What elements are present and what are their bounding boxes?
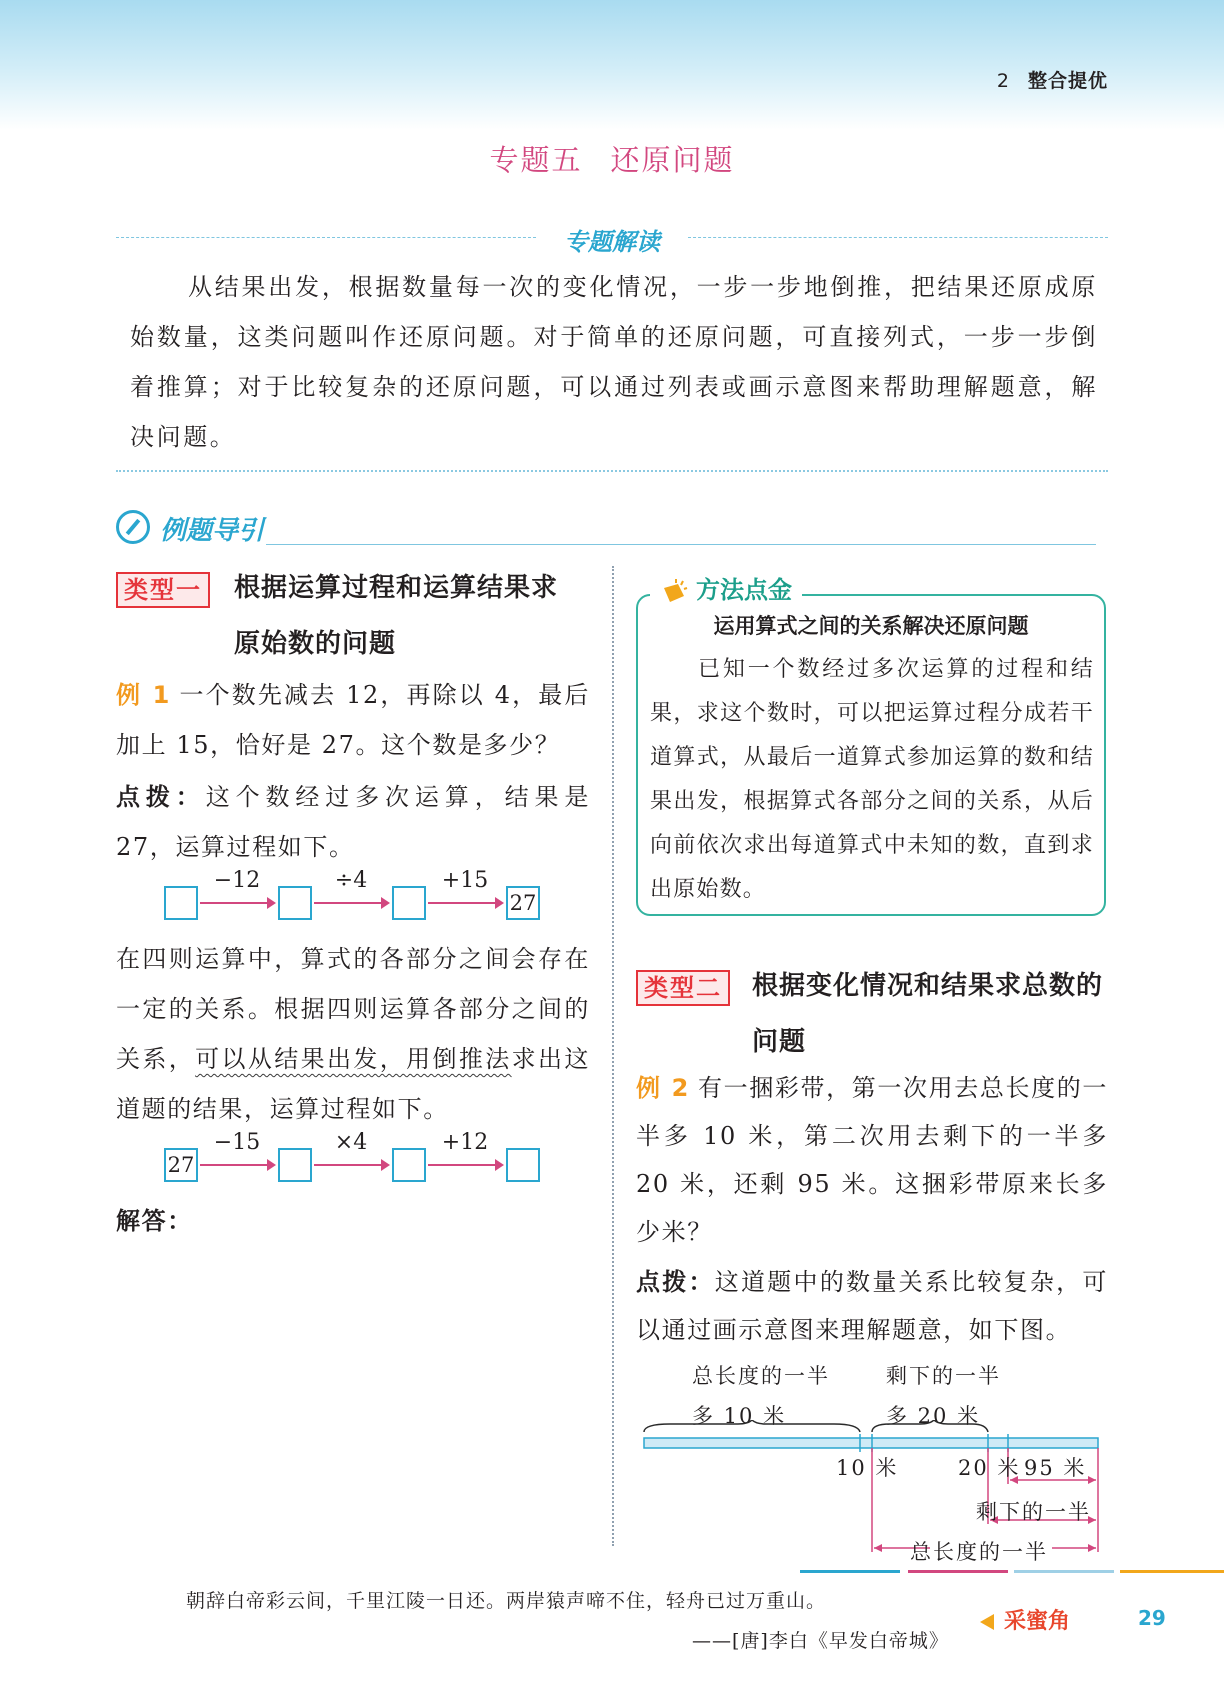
flow2-box-3 <box>392 1148 426 1182</box>
section-divider <box>116 470 1108 472</box>
tip2-label: 点拨： <box>636 1268 715 1296</box>
type1-tag: 类型一 <box>116 572 210 608</box>
method-heading-label: 方法点金 <box>696 576 792 604</box>
type1-title-line1: 根据运算过程和运算结果求 <box>234 573 559 603</box>
flow1-box-start <box>164 886 198 920</box>
guide-heading <box>116 508 1108 548</box>
explanation <box>116 934 590 1134</box>
flow2-op-3: +12 <box>441 1130 489 1155</box>
footer-bar-pink <box>908 1570 1008 1573</box>
column-divider <box>612 566 614 1546</box>
answer-label <box>116 1196 316 1246</box>
flow2-arrow-2 <box>314 1164 388 1166</box>
triangle-icon <box>980 1614 994 1630</box>
flow2-arrow-1 <box>200 1164 274 1166</box>
corner-label-text: 采蜜角 <box>1004 1609 1071 1634</box>
flow-backward <box>164 1130 544 1184</box>
method-heading <box>650 570 802 610</box>
type1-title-line2: 原始数的问题 <box>234 629 397 659</box>
example2-text: 有一捆彩带，第一次用去总长度的一半多 10 米，第二次用去剩下的一半多 20 米，还剩 95 米。这捆彩带原来长多少米？ <box>636 1074 1108 1246</box>
flow1-op-3: +15 <box>441 868 489 893</box>
tip2-text: 这道题中的数量关系比较复杂，可以通过画示意图来理解题意，如下图。 <box>636 1268 1108 1344</box>
topic-label: 专题五 <box>489 143 583 177</box>
footer-poem-source: ——[唐]李白《早发白帝城》 <box>692 1630 949 1652</box>
segment-diagram <box>640 1360 1110 1564</box>
corner-label <box>980 1604 1070 1635</box>
flow2-arrow-3 <box>428 1164 502 1166</box>
flow1-box-2 <box>278 886 312 920</box>
type2-tag: 类型二 <box>636 970 730 1006</box>
guide-underline <box>266 544 1096 545</box>
page-number: 29 <box>1138 1606 1166 1630</box>
diagram-mark-95: 95 米 <box>1024 1456 1087 1480</box>
ribbon-bar <box>644 1438 1098 1448</box>
interpretation-text: 从结果出发，根据数量每一次的变化情况，一步一步地倒推，把结果还原成原始数量，这类问题叫作还原问题。对于简单的还原问题，可直接列式，一步一步倒着推算；对于比较复杂的还原问题，可以通过列表或画示意图来帮助理解题意，解决问题。 <box>130 273 1098 451</box>
example1 <box>116 670 590 770</box>
flow2-box-end <box>506 1148 540 1182</box>
example2 <box>636 1064 1108 1256</box>
tip1 <box>116 772 590 872</box>
flow2-op-2: ×4 <box>334 1130 368 1155</box>
explanation-a: 在四则运算中，算式的各部分之间会存在一定的关系。根据四则运算各部分之间的关系， <box>116 945 590 1073</box>
footer-bar-orange <box>1120 1570 1224 1573</box>
flow-forward <box>164 868 544 922</box>
tip1-text: 这个数经过多次运算，结果是 27，运算过程如下。 <box>116 783 590 861</box>
method-text: 已知一个数经过多次运算的过程和结果，求这个数时，可以把运算过程分成若干道算式，从最后一道算式参加运算的数和结果出发，根据算式各部分之间的关系，从后向前依次求出每道算式中未知的数，直到求出原始数。 <box>650 657 1094 902</box>
topic-name: 还原问题 <box>610 143 735 177</box>
flow1-op-1: −12 <box>213 868 261 893</box>
chapter-number: 2 <box>996 70 1010 92</box>
flow1-box-3 <box>392 886 426 920</box>
method-subtitle: 运用算式之间的关系解决还原问题 <box>713 614 1029 638</box>
diagram-mark-20: 20 米 <box>958 1456 1021 1480</box>
tip2 <box>636 1258 1108 1354</box>
gold-idea-icon <box>658 578 688 604</box>
chapter-title: 整合提优 <box>1027 70 1108 92</box>
answer-label-text: 解答： <box>116 1207 193 1235</box>
diagram-label-first-2: 多 10 米 <box>692 1404 787 1428</box>
example1-label: 例 1 <box>116 681 171 709</box>
footer-poem: 朝辞白帝彩云间，千里江陵一日还。两岸猿声啼不住，轻舟已过万重山。 <box>186 1590 827 1612</box>
type2-title-line2: 问题 <box>752 1027 807 1057</box>
interpretation-heading <box>116 222 1108 256</box>
diagram-half-remaining: 剩下的一半 <box>976 1500 1091 1524</box>
diagram-label-second-1: 剩下的一半 <box>886 1364 1001 1388</box>
explanation-b: 求出这道题的结果，运算过程如下。 <box>116 1045 590 1123</box>
explanation-emphasis: 可以从结果出发，用倒推法 <box>195 1045 512 1073</box>
footer-bar-light <box>1014 1570 1114 1573</box>
flow2-op-1: −15 <box>213 1130 261 1155</box>
diagram-label-second-2: 多 20 米 <box>886 1404 981 1428</box>
footer-bar-blue <box>800 1570 900 1573</box>
topic-title <box>0 138 1224 179</box>
flow2-box-start: 27 <box>164 1148 198 1182</box>
compass-icon <box>116 510 150 544</box>
interpretation-heading-label: 专题解读 <box>564 228 660 256</box>
flow2-box-2 <box>278 1148 312 1182</box>
type2-title-line1: 根据变化情况和结果求总数的 <box>752 971 1104 1001</box>
page-header <box>997 66 1108 93</box>
diagram-half-total: 总长度的一半 <box>910 1540 1048 1564</box>
brace-first <box>644 1420 860 1432</box>
heading-rule-right <box>688 237 1108 238</box>
flow1-box-result: 27 <box>506 886 540 920</box>
header-band <box>0 0 1224 130</box>
flow1-arrow-2 <box>314 902 388 904</box>
guide-heading-label: 例题导引 <box>160 516 265 546</box>
tip1-label: 点拨： <box>116 783 206 811</box>
flow1-arrow-3 <box>428 902 502 904</box>
example1-text: 一个数先减去 12，再除以 4，最后加上 15，恰好是 27。这个数是多少？ <box>116 681 590 759</box>
brace-second <box>872 1420 988 1432</box>
example2-label: 例 2 <box>636 1074 690 1102</box>
diagram-mark-10: 10 米 <box>836 1456 899 1480</box>
flow1-arrow-1 <box>200 902 274 904</box>
diagram-label-first-1: 总长度的一半 <box>692 1364 830 1388</box>
flow1-op-2: ÷4 <box>334 868 368 893</box>
